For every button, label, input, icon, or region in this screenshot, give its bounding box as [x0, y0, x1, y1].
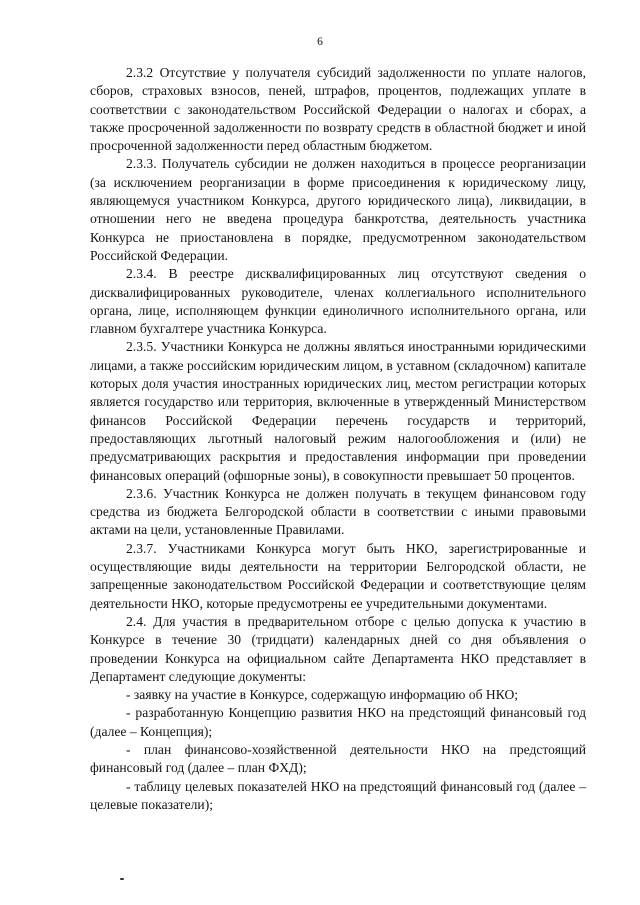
list-item: - план финансово-хозяйственной деятельности НКО на предстоящий финансовый год (далее – план ФХД);: [90, 741, 586, 776]
paragraph-2-3-2: 2.3.2 Отсутствие у получателя субсидий задолженности по уплате налогов, сборов, страховых взносов, пеней, штрафов, процентов, подлежащих уплате в соответствии с законодательством Российской Федерации о налогах и сборах, а также просроченной задолженности по возврату средств в областной бюджет и иной просроченной задолженности перед областным бюджетом.: [90, 65, 586, 154]
paragraph-2-3-6: 2.3.6. Участник Конкурса не должен получать в текущем финансовом году средства из бюджета Белгородской области в соответствии с иными правовыми актами на цели, установленные Правилами.: [90, 485, 586, 538]
paragraph-2-4: 2.4. Для участия в предварительном отборе с целью допуска к участию в Конкурсе в течение 30 (тридцати) календарных дней со дня объявления о проведении Конкурса на официальном сайте Департамента НКО представляет в Департамент следующие документы:: [90, 613, 586, 684]
paragraph-2-3-5: 2.3.5. Участники Конкурса не должны являться иностранными юридическими лицами, а также российским юридическим лицом, в уставном (складочном) капитале которых доля участия иностранных юридических лиц, местом регистрации которых является государство или территория, включенные в утвержденный Министерством финансов Российской Федерации перечень государств и территорий, предоставляющих льготный налоговый режим налогообложения и (или) не предусматривающих раскрытия и предоставления информации при проведении финансовых операций (офшорные зоны), в совокупности превышает 50 процентов.: [90, 339, 586, 483]
list-item: - заявку на участие в Конкурсе, содержащую информацию об НКО;: [126, 687, 519, 703]
scan-mark: [120, 878, 124, 880]
document-body: [90, 64, 586, 814]
paragraph-2-3-3: 2.3.3. Получатель субсидии не должен находиться в процессе реорганизации (за исключением реорганизации в форме присоединения к юридическому лицу, являющемуся участником Конкурса, другого юридического лица), ликвидации, в отношении него не введена процедура банкротства, деятельность участника Конкурса не приостановлена в порядке, предусмотренном законодательством Российской Федерации.: [90, 156, 586, 263]
list-item: - таблицу целевых показателей НКО на предстоящий финансовый год (далее – целевые показатели);: [90, 778, 586, 812]
paragraph-2-3-4: 2.3.4. В реестре дисквалифицированных лиц отсутствуют сведения о дисквалифицированных руководителе, членах коллегиального исполнительного органа, лице, исполняющем функции единоличного исполнительного органа, или главном бухгалтере участника Конкурса.: [90, 266, 586, 337]
paragraph-2-3-7: 2.3.7. Участниками Конкурса могут быть НКО, зарегистрированные и осуществляющие виды деятельности на территории Белгородской области, не запрещенные законодательством Российской Федерации и соответствующие целям деятельности НКО, которые предусмотрены ее учредительными документами.: [90, 540, 586, 611]
page-number: 6: [317, 36, 323, 48]
list-item: - разработанную Концепцию развития НКО на предстоящий финансовый год (далее – Концепция);: [90, 705, 586, 739]
